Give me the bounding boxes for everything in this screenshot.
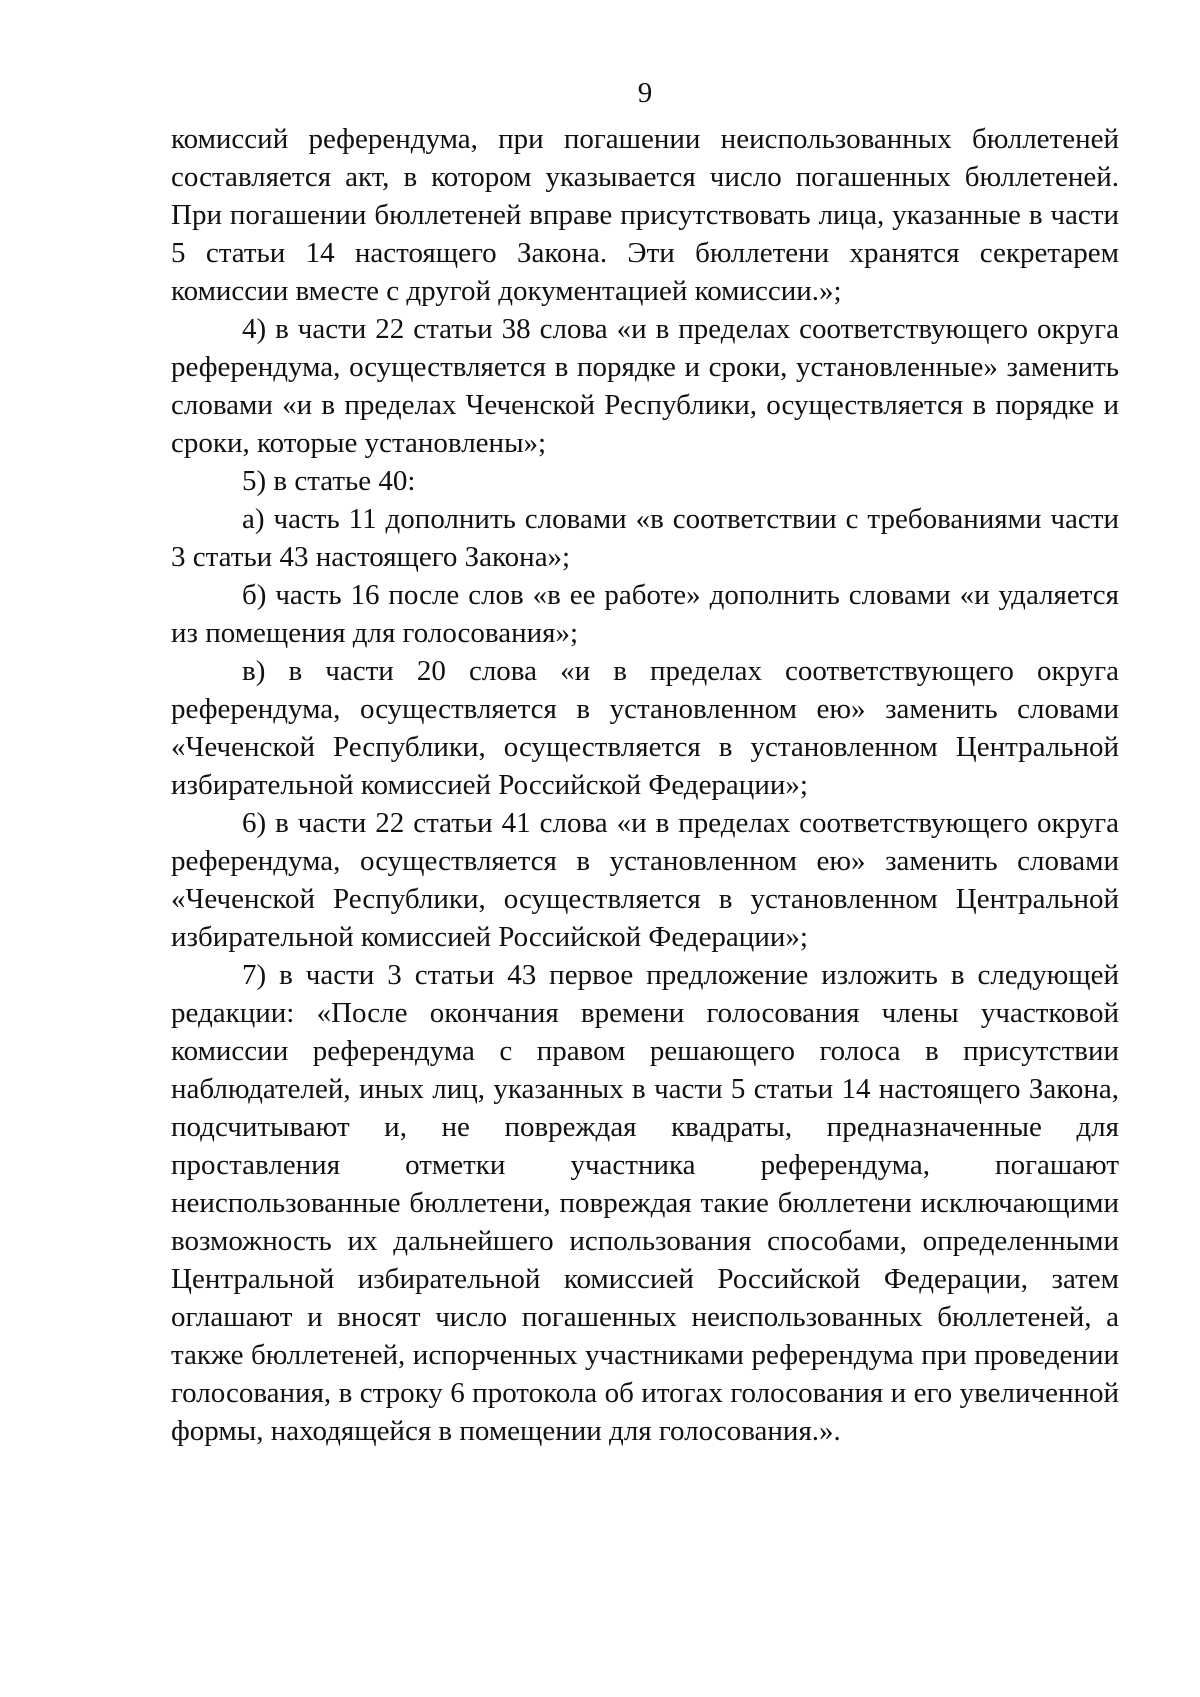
paragraph-item-5b: б) часть 16 после слов «в ее работе» дополнить словами «и удаляется из помещения для голосования»; (171, 579, 1119, 649)
paragraph-item-5: 5) в статье 40: (242, 465, 416, 497)
paragraph-item-6: 6) в части 22 статьи 41 слова «и в пределах соответствующего округа референдума, осуществляется в установленном ею» заменить словами «Чеченской Республики, осуществляется в установленном Центральной избирательной комиссией Российской Федерации»; (171, 807, 1119, 953)
paragraph-item-4: 4) в части 22 статьи 38 слова «и в пределах соответствующего округа референдума, осуществляется в порядке и сроки, установленные» заменить словами «и в пределах Чеченской Республики, осуществляется в порядке и сроки, которые установлены»; (171, 313, 1119, 459)
paragraph-item-7: 7) в части 3 статьи 43 первое предложение изложить в следующей редакции: «После окончания времени голосования члены участковой комиссии референдума с правом решающего голоса в присутствии наблюдателей, иных лиц, указанных в части 5 статьи 14 настоящего Закона, подсчитывают и, не повреждая квадраты, предназначенные для проставления отметки участника референдума, погашают неиспользованные бюллетени, повреждая такие бюллетени исключающими возможность их дальнейшего использования способами, определенными Центральной избирательной комиссией Российской Федерации, затем оглашают и вносят число погашенных неиспользованных бюллетеней, а также бюллетеней, испорченных участниками референдума при проведении голосования, в строку 6 протокола об итогах голосования и его увеличенной формы, находящейся в помещении для голосования.». (171, 959, 1119, 1447)
paragraph-continuation: комиссий референдума, при погашении неиспользованных бюллетеней составляется акт, в котором указывается число погашенных бюллетеней. При погашении бюллетеней вправе присутствовать лица, указанные в части 5 статьи 14 настоящего Закона. Эти бюллетени хранятся секретарем комиссии вместе с другой документацией комиссии.»; (171, 123, 1119, 307)
page-number: 9 (637, 77, 653, 109)
paragraph-item-5a: а) часть 11 дополнить словами «в соответствии с требованиями части 3 статьи 43 настоящего Закона»; (171, 503, 1119, 573)
document-body (171, 120, 1119, 1450)
paragraph-item-5v: в) в части 20 слова «и в пределах соответствующего округа референдума, осуществляется в установленном ею» заменить словами «Чеченской Республики, осуществляется в установленном Центральной избирательной комиссией Российской Федерации»; (171, 655, 1119, 801)
